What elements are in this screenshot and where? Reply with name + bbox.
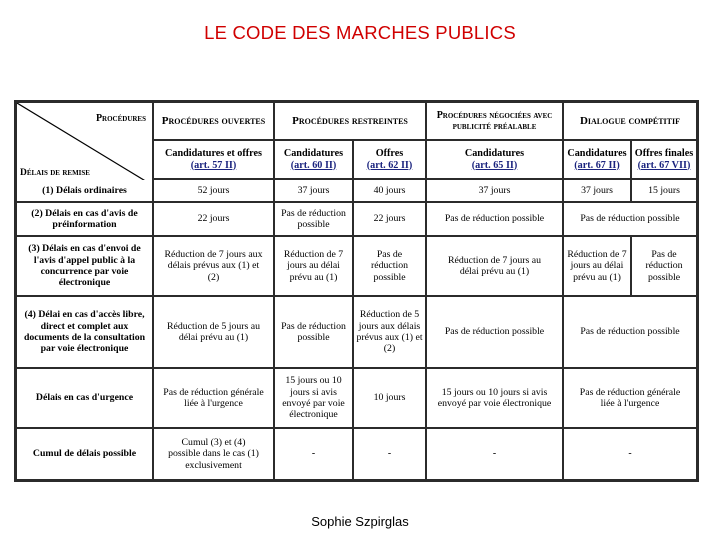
article-link-67-vii[interactable]: (art. 67 VII) <box>637 159 691 171</box>
cell-restreintes-candidatures: 37 jours <box>275 180 352 201</box>
row-label-preinformation: (2) Délais en cas d'avis de préinformation <box>17 203 152 235</box>
cell-dialogue: - <box>564 429 696 479</box>
cell-restreintes-candidatures: - <box>275 429 352 479</box>
subheader-negociees-candidatures <box>427 141 562 178</box>
subheader-label: Offres <box>375 147 404 159</box>
corner-label-procedures: Procédures <box>95 113 146 124</box>
cell-negociees: - <box>427 429 562 479</box>
article-link-65[interactable]: (art. 65 II) <box>471 159 518 171</box>
subheader-dialogue-offres <box>632 141 696 178</box>
cell-dialogue: Pas de réduction générale liée à l'urgence <box>564 369 696 427</box>
cell-restreintes-offres: 10 jours <box>354 369 425 427</box>
subheader-label: Candidatures <box>464 147 525 159</box>
row-label-delais-ordinaires: (1) Délais ordinaires <box>17 180 152 201</box>
subheader-ouvertes <box>154 141 273 178</box>
header-dialogue-competitif: Dialogue compétitif <box>564 103 696 139</box>
subheader-restreintes-candidatures <box>275 141 352 178</box>
cell-restreintes-offres: Pas de réduction possible <box>354 237 425 295</box>
cell-ouvertes: Pas de réduction générale liée à l'urgence <box>154 369 273 427</box>
header-procedures-ouvertes: Procédures ouvertes <box>154 103 273 139</box>
cell-restreintes-offres: Réduction de 5 jours aux délais prévus aux (1) et (2) <box>354 297 425 367</box>
cell-restreintes-offres: 40 jours <box>354 180 425 201</box>
cell-negociees: Pas de réduction possible <box>427 297 562 367</box>
article-link-57[interactable]: (art. 57 II) <box>190 159 237 171</box>
subheader-restreintes-offres <box>354 141 425 178</box>
header-procedures-restreintes: Procédures restreintes <box>275 103 425 139</box>
cell-ouvertes: 22 jours <box>154 203 273 235</box>
cell-negociees: 15 jours ou 10 jours si avis envoyé par voie électronique <box>427 369 562 427</box>
cell-dialogue-offres: Pas de réduction possible <box>632 237 696 295</box>
row-label-urgence: Délais en cas d'urgence <box>17 369 152 427</box>
article-link-60[interactable]: (art. 60 II) <box>290 159 337 171</box>
cell-dialogue: Pas de réduction possible <box>564 297 696 367</box>
cell-ouvertes: Réduction de 5 jours au délai prévu au (1) <box>154 297 273 367</box>
author-footer: Sophie Szpirglas <box>311 514 409 529</box>
cell-negociees: 37 jours <box>427 180 562 201</box>
subheader-ouvertes-label: Candidatures et offres <box>165 147 262 159</box>
corner-label-delais: Délais de remise <box>20 168 90 179</box>
row-label-acces-libre: (4) Délai en cas d'accès libre, direct et complet aux documents de la consultation par voie électronique <box>17 297 152 367</box>
row-label-envoi-electronique: (3) Délais en cas d'envoi de l'avis d'appel public à la concurrence par voie électronique <box>17 237 152 295</box>
header-procedures-negociees: Procédures négociées avec publicité préalable <box>427 103 562 139</box>
cell-restreintes-offres: - <box>354 429 425 479</box>
cell-restreintes-candidatures: Réduction de 7 jours au délai prévu au (1) <box>275 237 352 295</box>
cell-restreintes-candidatures: 15 jours ou 10 jours si avis envoyé par voie électronique <box>275 369 352 427</box>
cell-dialogue: Pas de réduction possible <box>564 203 696 235</box>
page-title: LE CODE DES MARCHES PUBLICS <box>204 22 516 43</box>
cell-negociees: Pas de réduction possible <box>427 203 562 235</box>
subheader-dialogue-candidatures <box>564 141 630 178</box>
cell-dialogue-candidatures: 37 jours <box>564 180 630 201</box>
cell-restreintes-candidatures: Pas de réduction possible <box>275 203 352 235</box>
subheader-label: Candidatures <box>567 147 627 159</box>
subheader-label: Offres finales <box>634 147 694 159</box>
cell-ouvertes: Réduction de 7 jours aux délais prévus aux (1) et (2) <box>154 237 273 295</box>
cell-ouvertes: 52 jours <box>154 180 273 201</box>
cell-restreintes-candidatures: Pas de réduction possible <box>275 297 352 367</box>
cell-restreintes-offres: 22 jours <box>354 203 425 235</box>
row-label-cumul: Cumul de délais possible <box>17 429 152 479</box>
article-link-67-ii[interactable]: (art. 67 II) <box>574 159 620 171</box>
procedures-table <box>14 100 699 482</box>
cell-ouvertes: Cumul (3) et (4) possible dans le cas (1) exclusivement <box>154 429 273 479</box>
subheader-label: Candidatures <box>283 147 344 159</box>
cell-dialogue-candidatures: Réduction de 7 jours au délai prévu au (1) <box>564 237 630 295</box>
cell-negociees: Réduction de 7 jours au délai prévu au (1) <box>427 237 562 295</box>
article-link-62[interactable]: (art. 62 II) <box>366 159 413 171</box>
cell-dialogue-offres: 15 jours <box>632 180 696 201</box>
corner-header-cell <box>17 103 152 185</box>
